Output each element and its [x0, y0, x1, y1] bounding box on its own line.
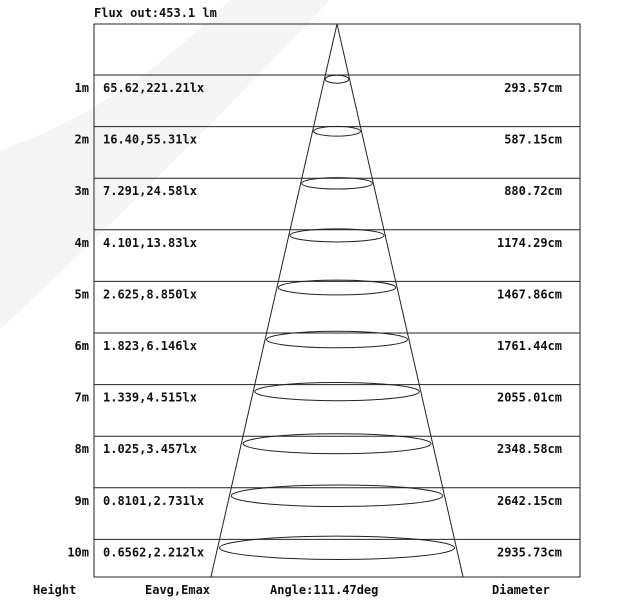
column-header-diameter: Diameter	[492, 583, 550, 597]
beam-section-8m	[243, 434, 431, 454]
diameter-label: 880.72cm	[504, 184, 562, 199]
height-label: 7m	[74, 390, 89, 405]
beam-section-6m	[266, 331, 407, 348]
height-label: 9m	[74, 493, 89, 508]
illuminance-label: 65.62,221.21lx	[103, 81, 205, 95]
column-header-height: Height	[33, 583, 77, 597]
beam-cone	[211, 24, 463, 577]
cone-edge-right	[337, 24, 463, 577]
background-swoosh	[0, 0, 330, 330]
diameter-label: 2935.73cm	[496, 545, 562, 560]
height-label: 6m	[74, 339, 89, 353]
illuminance-label: 0.8101,2.731lx	[103, 493, 205, 508]
illuminance-label: 1.823,6.146lx	[103, 339, 197, 353]
beam-section-2m	[313, 126, 360, 136]
height-label: 3m	[74, 184, 89, 199]
beam-section-5m	[278, 280, 395, 295]
illuminance-label: 7.291,24.58lx	[103, 184, 197, 199]
beam-sections	[220, 75, 455, 559]
beam-section-4m	[290, 229, 384, 242]
beam-section-1m	[325, 75, 348, 83]
diameter-label: 1761.44cm	[496, 339, 562, 353]
cone-edge-left	[211, 24, 337, 577]
illuminance-label: 1.339,4.515lx	[103, 390, 197, 405]
beam-section-3m	[302, 178, 373, 189]
height-label: 2m	[74, 132, 89, 147]
height-label: 5m	[74, 287, 89, 302]
column-header-angle: Angle:111.47deg	[270, 583, 379, 597]
diameter-label: 587.15cm	[504, 132, 562, 147]
height-label: 8m	[74, 442, 89, 457]
diameter-label: 293.57cm	[504, 81, 562, 95]
illuminance-label: 1.025,3.457lx	[103, 442, 197, 457]
height-label: 4m	[74, 235, 89, 250]
height-label: 1m	[74, 81, 89, 95]
illuminance-label: 2.625,8.850lx	[103, 287, 197, 302]
diameter-label: 2055.01cm	[496, 390, 562, 405]
chart-title: Flux out:453.1 lm	[94, 6, 217, 20]
diameter-label: 1467.86cm	[496, 287, 562, 302]
illuminance-label: 4.101,13.83lx	[103, 235, 197, 250]
beam-section-7m	[255, 383, 419, 401]
illuminance-label: 16.40,55.31lx	[103, 132, 197, 147]
diameter-label: 2642.15cm	[496, 493, 562, 508]
diameter-label: 2348.58cm	[496, 442, 562, 457]
height-label: 10m	[67, 545, 89, 560]
diameter-label: 1174.29cm	[496, 235, 562, 250]
illuminance-label: 0.6562,2.212lx	[103, 545, 205, 560]
column-header-illuminance: Eavg,Emax	[145, 583, 211, 597]
